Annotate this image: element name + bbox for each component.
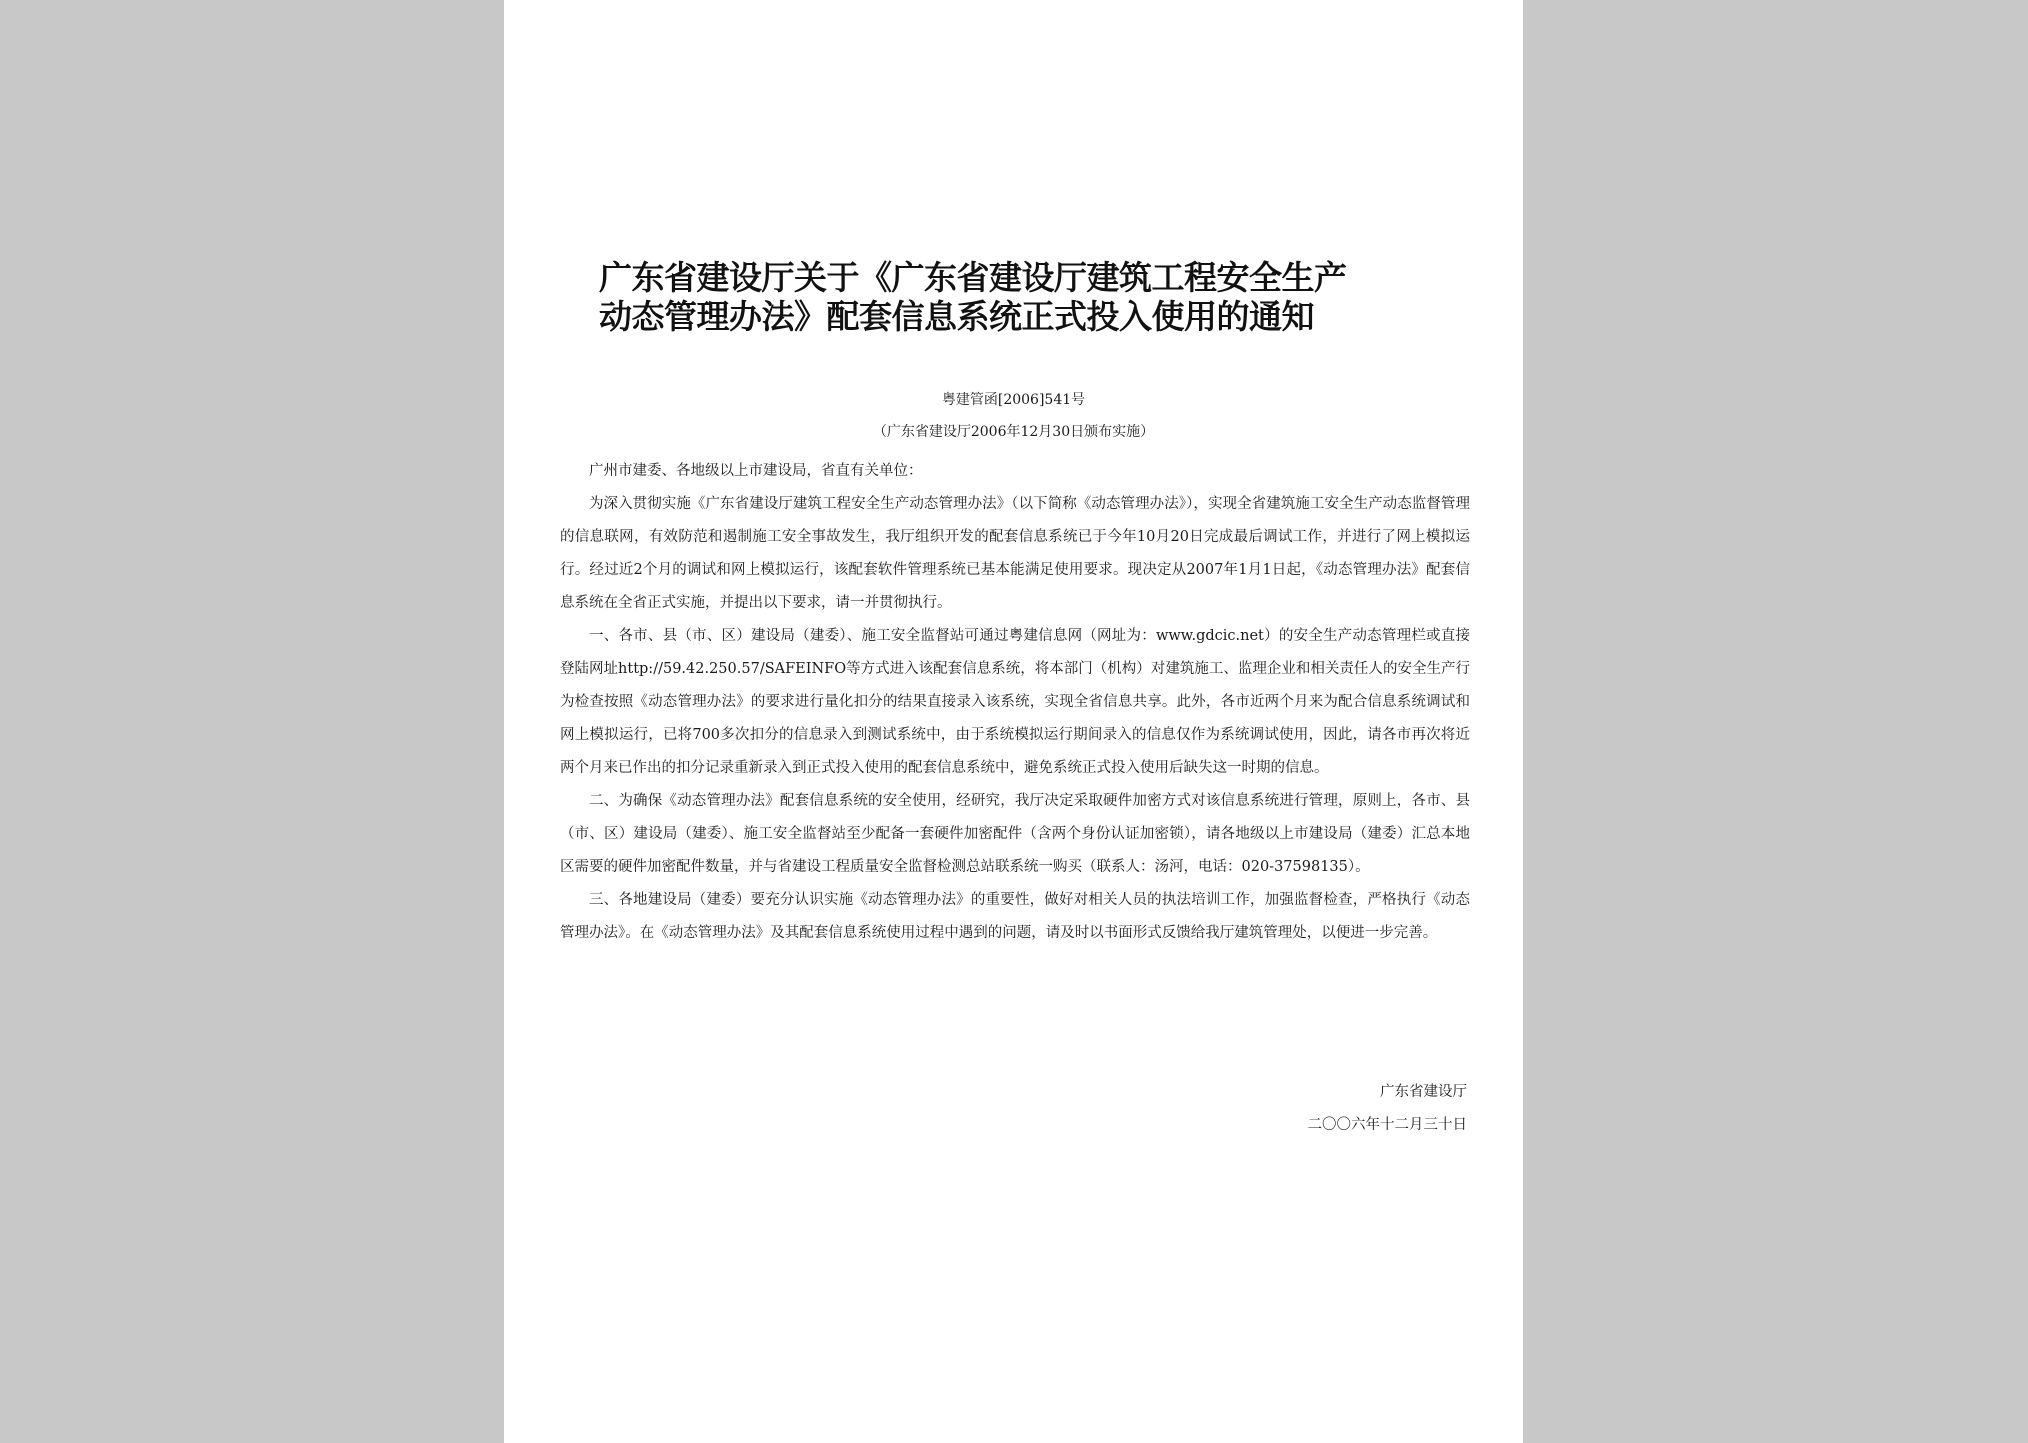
body-paragraph: 一、各市、县（市、区）建设局（建委）、施工安全监督站可通过粤建信息网（网址为：www.gdcic.net）的安全生产动态管理栏或直接登陆网址http://59.42.250.57/SAFEINFO等方式进入该配套信息系统，将本部门（机构）对建筑施工、监理企业和相关责任人的安全生产行为检查按照《动态管理办法》的要求进行量化扣分的结果直接录入该系统，实现全省信息共享。此外，各市近两个月来为配合信息系统调试和网上模拟运行，已将700多次扣分的信息录入到测试系统中，由于系统模拟运行期间录入的信息仅作为系统调试使用，因此，请各市再次将近两个月来已作出的扣分记录重新录入到正式投入使用的配套信息系统中，避免系统正式投入使用后缺失这一时期的信息。 xyxy=(560,628,1470,776)
signature-org: 广东省建设厅 xyxy=(1380,1084,1467,1100)
issue-note: （广东省建设厅2006年12月30日颁布实施） xyxy=(872,424,1155,440)
document-number: 粤建管函[2006]541号 xyxy=(941,392,1086,408)
title-line-2: 动态管理办法》配套信息系统正式投入使用的通知 xyxy=(599,297,1314,336)
page-title xyxy=(599,258,1479,336)
title-line-1: 广东省建设厅关于《广东省建设厅建筑工程安全生产 xyxy=(599,258,1347,297)
recipients-line: 广州市建委、各地级以上市建设局，省直有关单位： xyxy=(589,463,923,479)
body-paragraph: 为深入贯彻实施《广东省建设厅建筑工程安全生产动态管理办法》（以下简称《动态管理办法》），实现全省建筑施工安全生产动态监督管理的信息联网，有效防范和遏制施工安全事故发生，我厅组织开发的配套信息系统已于今年10月20日完成最后调试工作，并进行了网上模拟运行。经过近2个月的调试和网上模拟运行，该配套软件管理系统已基本能满足使用要求。现决定从2007年1月1日起，《动态管理办法》配套信息系统在全省正式实施，并提出以下要求，请一并贯彻执行。 xyxy=(560,496,1470,611)
document-body xyxy=(560,455,1470,950)
body-paragraph: 三、各地建设局（建委）要充分认识实施《动态管理办法》的重要性，做好对相关人员的执法培训工作，加强监督检查，严格执行《动态管理办法》。在《动态管理办法》及其配套信息系统使用过程中遇到的问题，请及时以书面形式反馈给我厅建筑管理处，以便进一步完善。 xyxy=(560,892,1470,941)
document-page xyxy=(504,0,1523,1443)
body-paragraph: 二、为确保《动态管理办法》配套信息系统的安全使用，经研究，我厅决定采取硬件加密方式对该信息系统进行管理，原则上，各市、县（市、区）建设局（建委）、施工安全监督站至少配备一套硬件加密配件（含两个身份认证加密锁），请各地级以上市建设局（建委）汇总本地区需要的硬件加密配件数量，并与省建设工程质量安全监督检测总站联系统一购买（联系人：汤河，电话：020-37598135）。 xyxy=(560,793,1470,875)
signature-date: 二〇〇六年十二月三十日 xyxy=(1307,1117,1467,1133)
signature-block xyxy=(1167,1076,1467,1142)
